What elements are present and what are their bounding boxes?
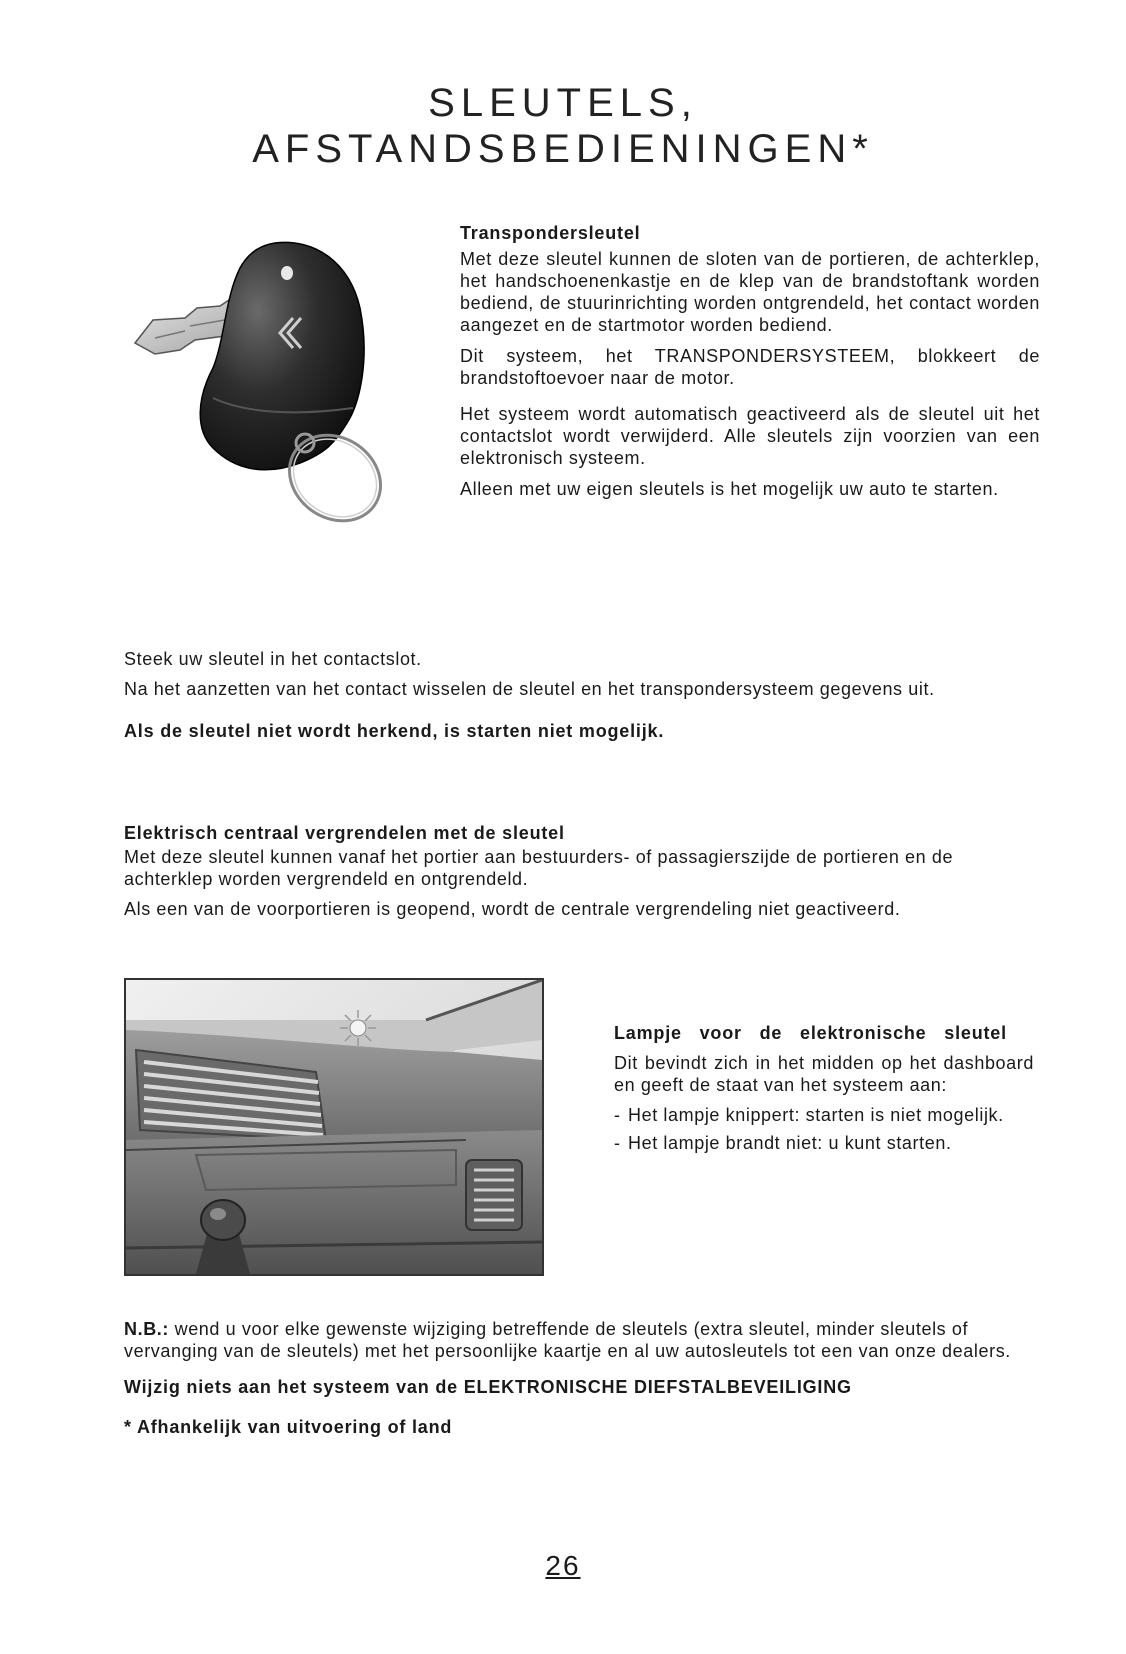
transponder-key-section [460,222,1040,509]
insert-key-section [124,648,1044,742]
transponder-paragraph: Het systeem wordt automatisch geactiveerd als de sleutel uit het contactslot wordt verwijderd. Alle sleutels zijn voorzien van een elektronisch systeem. [460,404,1040,468]
list-bullet: - [614,1105,621,1125]
central-locking-section [124,822,1044,928]
theft-protection-warning: Wijzig niets aan het systeem van de ELEKTRONISCHE DIEFSTALBEVEILIGING [124,1377,852,1397]
note-label: N.B.: [124,1319,169,1339]
transponder-paragraph: Met deze sleutel kunnen de sloten van de portieren, de achterklep, het handschoenenkastje en de klep van de brandstoftank worden bediend, de stuurinrichting worden ontgrendeld, het contact worden aangezet en de startmotor worden bediend. [460,249,1040,335]
transponder-key-illustration [125,238,425,568]
footnote: * Afhankelijk van uitvoering of land [124,1417,453,1437]
insert-paragraph: Na het aanzetten van het contact wisselen de sleutel en het transpondersysteem gegevens uit. [124,679,935,699]
page-number: 26 [545,1550,581,1581]
page-title-line-2: AFSTANDSBEDIENINGEN* [252,127,874,171]
list-bullet: - [614,1133,621,1153]
transponder-paragraph: Alleen met uw eigen sleutels is het mogelijk uw auto te starten. [460,479,999,499]
note-text: wend u voor elke gewenste wijziging betreffende de sleutels (extra sleutel, minder sleutels of vervanging van de sleutels) met het persoonlijke kaartje en al uw autosleutels tot een van onze dealers. [124,1319,1011,1361]
note-section [124,1318,1044,1438]
fob-led-icon [281,266,293,280]
key-lamp-section [614,1022,1034,1160]
dashboard-illustration [126,980,542,1274]
transponder-key-heading: Transpondersleutel [460,223,641,243]
list-item-text: Het lampje brandt niet: u kunt starten. [628,1133,952,1153]
list-item [614,1132,1034,1154]
central-locking-heading: Elektrisch centraal vergrendelen met de sleutel [124,823,565,843]
list-item [614,1104,1034,1126]
transponder-paragraph: Dit systeem, het TRANSPONDERSYSTEEM, blokkeert de brandstoftoevoer naar de motor. [460,346,1040,388]
key-not-recognized-warning: Als de sleutel niet wordt herkend, is starten niet mogelijk. [124,721,665,741]
list-item-text: Het lampje knippert: starten is niet mogelijk. [628,1105,1004,1125]
page-title-line-1: SLEUTELS, [428,81,698,125]
key-lamp-heading: Lampje voor de elektronische sleutel [614,1023,1007,1043]
center-air-vent [466,1160,522,1230]
insert-paragraph: Steek uw sleutel in het contactslot. [124,649,422,669]
central-locking-paragraph: Met deze sleutel kunnen vanaf het portier aan bestuurders- of passagierszijde de portieren en de achterklep worden vergrendeld en ontgrendeld. [124,847,954,889]
central-locking-paragraph: Als een van de voorportieren is geopend, wordt de centrale vergrendeling niet geactiveerd. [124,899,901,919]
key-lamp-intro: Dit bevindt zich in het midden op het dashboard en geeft de staat van het systeem aan: [614,1053,1034,1095]
dashboard-photo [124,978,544,1276]
note-paragraph [124,1318,1044,1362]
dashboard-warning-lamp-icon [340,1010,376,1046]
page-title [0,80,1126,172]
